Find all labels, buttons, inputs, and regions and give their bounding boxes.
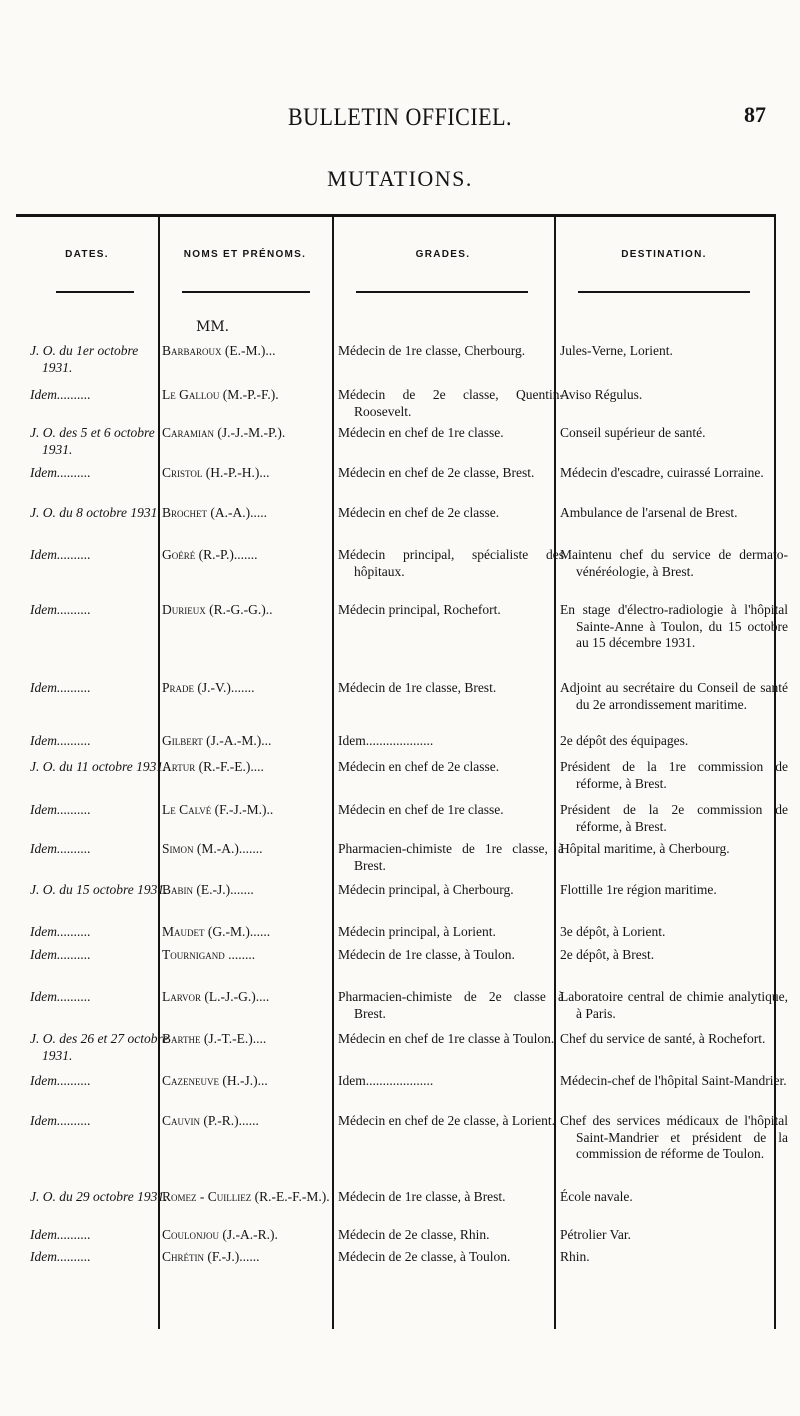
destination-cell: 2e dépôt, à Brest. bbox=[560, 947, 655, 962]
date-cell: J. O. du 11 octobre 1931. bbox=[30, 759, 167, 774]
grade-cell: Médecin de 2e classe, à Toulon. bbox=[338, 1249, 511, 1264]
date-cell: Idem.......... bbox=[30, 465, 91, 480]
grade-cell: Médecin de 1re classe, à Toulon. bbox=[338, 947, 515, 962]
destination-cell: Chef du service de santé, à Rochefort. bbox=[560, 1031, 766, 1046]
name-cell: Barbaroux (E.-M.)... bbox=[162, 343, 276, 358]
name-cell: Chrétin (F.-J.)...... bbox=[162, 1249, 260, 1264]
header-rule bbox=[578, 291, 750, 293]
page-number: 87 bbox=[744, 102, 766, 127]
date-cell: J. O. du 1er octobre 1931. bbox=[30, 343, 139, 375]
destination-cell: Aviso Régulus. bbox=[560, 387, 643, 402]
date-cell: J. O. du 8 octobre 1931. bbox=[30, 505, 161, 520]
name-cell: Gilbert (J.-A.-M.)... bbox=[162, 733, 272, 748]
grade-cell: Médecin principal, Rochefort. bbox=[338, 602, 501, 617]
date-cell: Idem.......... bbox=[30, 1113, 91, 1128]
destination-cell: Laboratoire central de chimie analytique, à Paris. bbox=[560, 989, 788, 1021]
destination-cell: En stage d'électro-radiologie à l'hôpital Sainte-Anne à Toulon, du 15 octobre au 15 décembre 1931. bbox=[560, 602, 788, 650]
name-cell: Caramian (J.-J.-M.-P.). bbox=[162, 425, 286, 440]
date-cell: Idem.......... bbox=[30, 387, 91, 402]
destination-cell: Médecin-chef de l'hôpital Saint-Mandrier. bbox=[560, 1073, 787, 1088]
name-cell: Barthe (J.-T.-E.).... bbox=[162, 1031, 267, 1046]
section-title: MUTATIONS. bbox=[327, 166, 473, 191]
date-cell: J. O. du 29 octobre 1931. bbox=[30, 1189, 168, 1204]
destination-cell: École navale. bbox=[560, 1189, 633, 1204]
name-cell: Larvor (L.-J.-G.).... bbox=[162, 989, 270, 1004]
name-cell: Brochet (A.-A.)..... bbox=[162, 505, 267, 520]
name-cell: Maudet (G.-M.)...... bbox=[162, 924, 271, 939]
grade-cell: Médecin de 2e classe, Rhin. bbox=[338, 1227, 490, 1242]
name-cell: Cristol (H.-P.-H.)... bbox=[162, 465, 270, 480]
grade-cell: Médecin de 1re classe, Cherbourg. bbox=[338, 343, 526, 358]
grade-cell: Médecin en chef de 2e classe. bbox=[338, 759, 500, 774]
name-cell: Durieux (R.-G.-G.).. bbox=[162, 602, 273, 617]
date-cell: Idem.......... bbox=[30, 1073, 91, 1088]
grade-cell: Médecin en chef de 1re classe. bbox=[338, 802, 504, 817]
column-header-destination: DESTINATION. bbox=[621, 249, 707, 260]
destination-cell: Médecin d'escadre, cuirassé Lorraine. bbox=[560, 465, 764, 480]
destination-cell: Conseil supérieur de santé. bbox=[560, 425, 706, 440]
destination-cell: Jules-Verne, Lorient. bbox=[560, 343, 673, 358]
name-cell: Coulonjou (J.-A.-R.). bbox=[162, 1227, 278, 1242]
name-cell: Romez - Cuilliez (R.-E.-F.-M.). bbox=[162, 1189, 330, 1204]
grade-cell: Médecin en chef de 2e classe. bbox=[338, 505, 500, 520]
destination-cell: Adjoint au secrétaire du Conseil de santé du 2e arrondissement maritime. bbox=[560, 680, 788, 712]
grade-cell: Pharmacien-chimiste de 1re classe, à Brest. bbox=[338, 841, 564, 873]
date-cell: J. O. du 15 octobre 1931. bbox=[30, 882, 168, 897]
date-cell: Idem.......... bbox=[30, 733, 91, 748]
grade-cell: Idem.................... bbox=[338, 1073, 434, 1088]
names-prefix: MM. bbox=[196, 319, 230, 335]
grade-cell: Médecin en chef de 2e classe, Brest. bbox=[338, 465, 535, 480]
date-cell: Idem.......... bbox=[30, 1249, 91, 1264]
grade-cell: Médecin de 1re classe, Brest. bbox=[338, 680, 497, 695]
name-cell: Le Calvé (F.-J.-M.).. bbox=[162, 802, 274, 817]
grade-cell: Médecin principal, spécialiste des hôpitaux. bbox=[338, 547, 564, 579]
column-header-dates: DATES. bbox=[65, 249, 109, 260]
date-cell: Idem.......... bbox=[30, 802, 91, 817]
date-cell: J. O. des 5 et 6 octobre 1931. bbox=[30, 425, 155, 457]
grade-cell: Médecin en chef de 1re classe. bbox=[338, 425, 504, 440]
destination-cell: Hôpital maritime, à Cherbourg. bbox=[560, 841, 730, 856]
destination-cell: Flottille 1re région maritime. bbox=[560, 882, 717, 897]
name-cell: Cazeneuve (H.-J.)... bbox=[162, 1073, 268, 1088]
date-cell: Idem.......... bbox=[30, 1227, 91, 1242]
name-cell: Cauvin (P.-R.)...... bbox=[162, 1113, 259, 1128]
grade-cell: Idem.................... bbox=[338, 733, 434, 748]
name-cell: Tournigand ........ bbox=[162, 947, 256, 962]
header-rule bbox=[182, 291, 310, 293]
grade-cell: Médecin principal, à Cherbourg. bbox=[338, 882, 514, 897]
running-title: BULLETIN OFFICIEL. bbox=[287, 102, 513, 131]
date-cell: Idem.......... bbox=[30, 680, 91, 695]
column-header-names: NOMS ET PRÉNOMS. bbox=[183, 249, 307, 260]
column-divider bbox=[332, 217, 334, 1329]
grade-cell: Médecin en chef de 2e classe, à Lorient. bbox=[338, 1113, 556, 1128]
destination-cell: Président de la 1re commission de réforme, à Brest. bbox=[560, 759, 788, 791]
grade-cell: Médecin en chef de 1re classe à Toulon. bbox=[338, 1031, 555, 1046]
date-cell: Idem.......... bbox=[30, 947, 91, 962]
name-cell: Prade (J.-V.)....... bbox=[162, 680, 255, 695]
destination-cell: Maintenu chef du service de dermato-vénéréologie, à Brest. bbox=[560, 547, 788, 579]
destination-cell: 3e dépôt, à Lorient. bbox=[560, 924, 666, 939]
name-cell: Goéré (R.-P.)....... bbox=[162, 547, 258, 562]
destination-cell: Ambulance de l'arsenal de Brest. bbox=[560, 505, 738, 520]
name-cell: Simon (M.-A.)....... bbox=[162, 841, 263, 856]
name-cell: Artur (R.-F.-E.).... bbox=[162, 759, 264, 774]
destination-cell: Chef des services médicaux de l'hôpital Saint-Mandrier et président de la commission de réforme de Toulon. bbox=[560, 1113, 788, 1161]
date-cell: J. O. des 26 et 27 octobre 1931. bbox=[30, 1031, 169, 1063]
mutations-table bbox=[16, 214, 788, 1329]
name-cell: Babin (E.-J.)....... bbox=[162, 882, 254, 897]
column-header-grades: GRADES. bbox=[415, 249, 471, 260]
destination-cell: Pétrolier Var. bbox=[560, 1227, 631, 1242]
destination-cell: Rhin. bbox=[560, 1249, 590, 1264]
grade-cell: Médecin de 2e classe, Quentin-Roosevelt. bbox=[338, 387, 564, 419]
header-rule bbox=[56, 291, 134, 293]
destination-cell: 2e dépôt des équipages. bbox=[560, 733, 689, 748]
destination-cell: Président de la 2e commission de réforme, à Brest. bbox=[560, 802, 788, 834]
date-cell: Idem.......... bbox=[30, 841, 91, 856]
date-cell: Idem.......... bbox=[30, 989, 91, 1004]
date-cell: Idem.......... bbox=[30, 547, 91, 562]
date-cell: Idem.......... bbox=[30, 924, 91, 939]
grade-cell: Médecin de 1re classe, à Brest. bbox=[338, 1189, 506, 1204]
header-rule bbox=[356, 291, 528, 293]
grade-cell: Pharmacien-chimiste de 2e classe à Brest. bbox=[338, 989, 564, 1021]
date-cell: Idem.......... bbox=[30, 602, 91, 617]
page-header bbox=[0, 100, 800, 140]
grade-cell: Médecin principal, à Lorient. bbox=[338, 924, 496, 939]
name-cell: Le Gallou (M.-P.-F.). bbox=[162, 387, 279, 402]
